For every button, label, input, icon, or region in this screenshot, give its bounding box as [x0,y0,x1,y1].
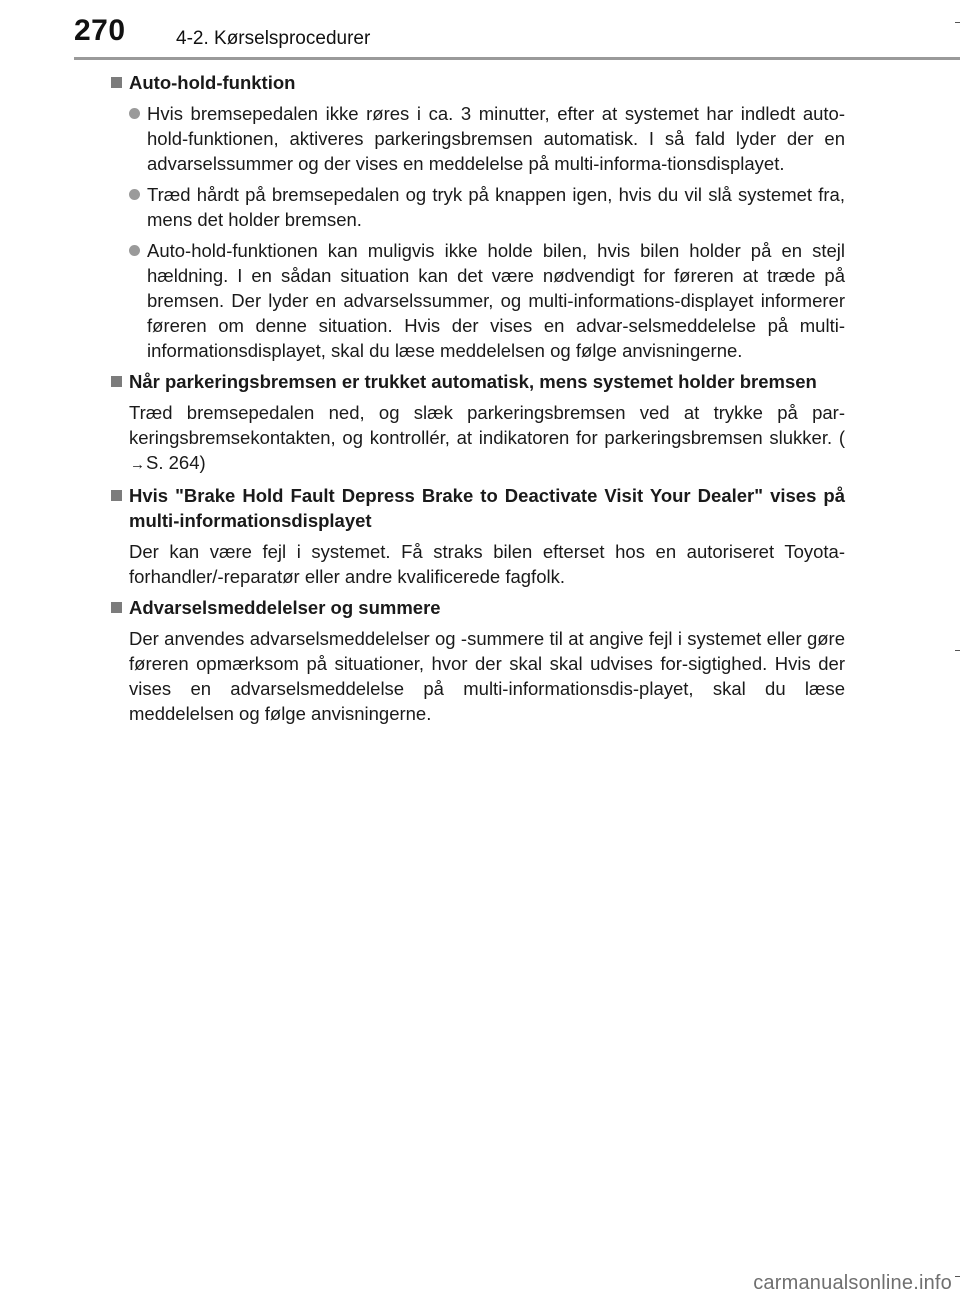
circle-bullet-icon [129,189,140,200]
watermark: carmanualsonline.info [753,1272,952,1294]
list-item-text: Auto-hold-funktionen kan muligvis ikke holde bilen, hvis bilen holder på en stejl hældning. I en sådan situation kan det være nødvendigt for føreren at træde på bremsen. Der lyder en advarselssummer, og multi-informations-displayet informerer føreren om denne situation. Hvis der vises en advar-selsmeddelelse på multi-informationsdisplayet, skal du læse meddelelsen og følge anvisningerne. [147,240,845,361]
list-item-text: Hvis bremsepedalen ikke røres i ca. 3 minutter, efter at systemet har indledt auto-hold-funktionen, aktiveres parkeringsbremsen automatisk. I så fald lyder der en advarselssummer og der vises en meddelelse på multi-informa-tionsdisplayet. [147,103,845,174]
chapter-title: 4-2. Kørselsprocedurer [176,28,371,49]
section-heading-text: Auto-hold-funktion [129,72,296,93]
list-item [110,238,845,363]
list-item [110,101,845,176]
section-heading-text: Når parkeringsbremsen er trukket automatisk, mens systemet holder bremsen [129,371,817,392]
page-number: 270 [74,14,126,47]
square-bullet-icon [111,490,122,501]
section-heading [110,369,845,394]
section-body: Der anvendes advarselsmeddelelser og -summere til at angive fejl i systemet eller gøre føreren opmærksom på situationer, hvor der skal skal udvises for-sigtighed. Hvis der vises en advarselsmeddelelse på multi-informationsdis-playet, skal du læse meddelelsen og følge anvisningerne. [129,628,845,724]
crop-mark [955,22,960,23]
circle-bullet-icon [129,245,140,256]
list-item-text: Træd hårdt på bremsepedalen og tryk på knappen igen, hvis du vil slå systemet fra, mens det holder bremsen. [147,184,845,230]
crop-mark [955,1276,960,1277]
circle-bullet-icon [129,108,140,119]
square-bullet-icon [111,376,122,387]
list-item [110,182,845,232]
square-bullet-icon [111,77,122,88]
section-body [110,400,845,477]
section-heading-text: Hvis "Brake Hold Fault Depress Brake to Deactivate Visit Your Dealer" vises på multi-informationsdisplayet [129,485,845,531]
arrow-right-icon: → [130,456,145,473]
square-bullet-icon [111,602,122,613]
section-heading [110,483,845,533]
page-content [110,70,845,726]
section-heading [110,70,845,95]
section-body: Der kan være fejl i systemet. Få straks bilen efterset hos en autoriseret Toyota-forhandler/-reparatør eller andre kvalificerede fagfolk. [129,541,845,587]
header-rule [74,57,960,60]
section-body-text: ) [199,452,206,473]
section-body-text: Træd bremsepedalen ned, og slæk parkeringsbremsen ved at trykke på par-keringsbremsekontakten, og kontrollér, at indikatoren for parkeringsbremsen slukker. ( [129,402,845,448]
crop-mark [955,650,960,651]
section-heading-text: Advarselsmeddelelser og summere [129,597,441,618]
page-reference-link[interactable]: S. 264 [146,452,200,473]
section-heading [110,595,845,620]
